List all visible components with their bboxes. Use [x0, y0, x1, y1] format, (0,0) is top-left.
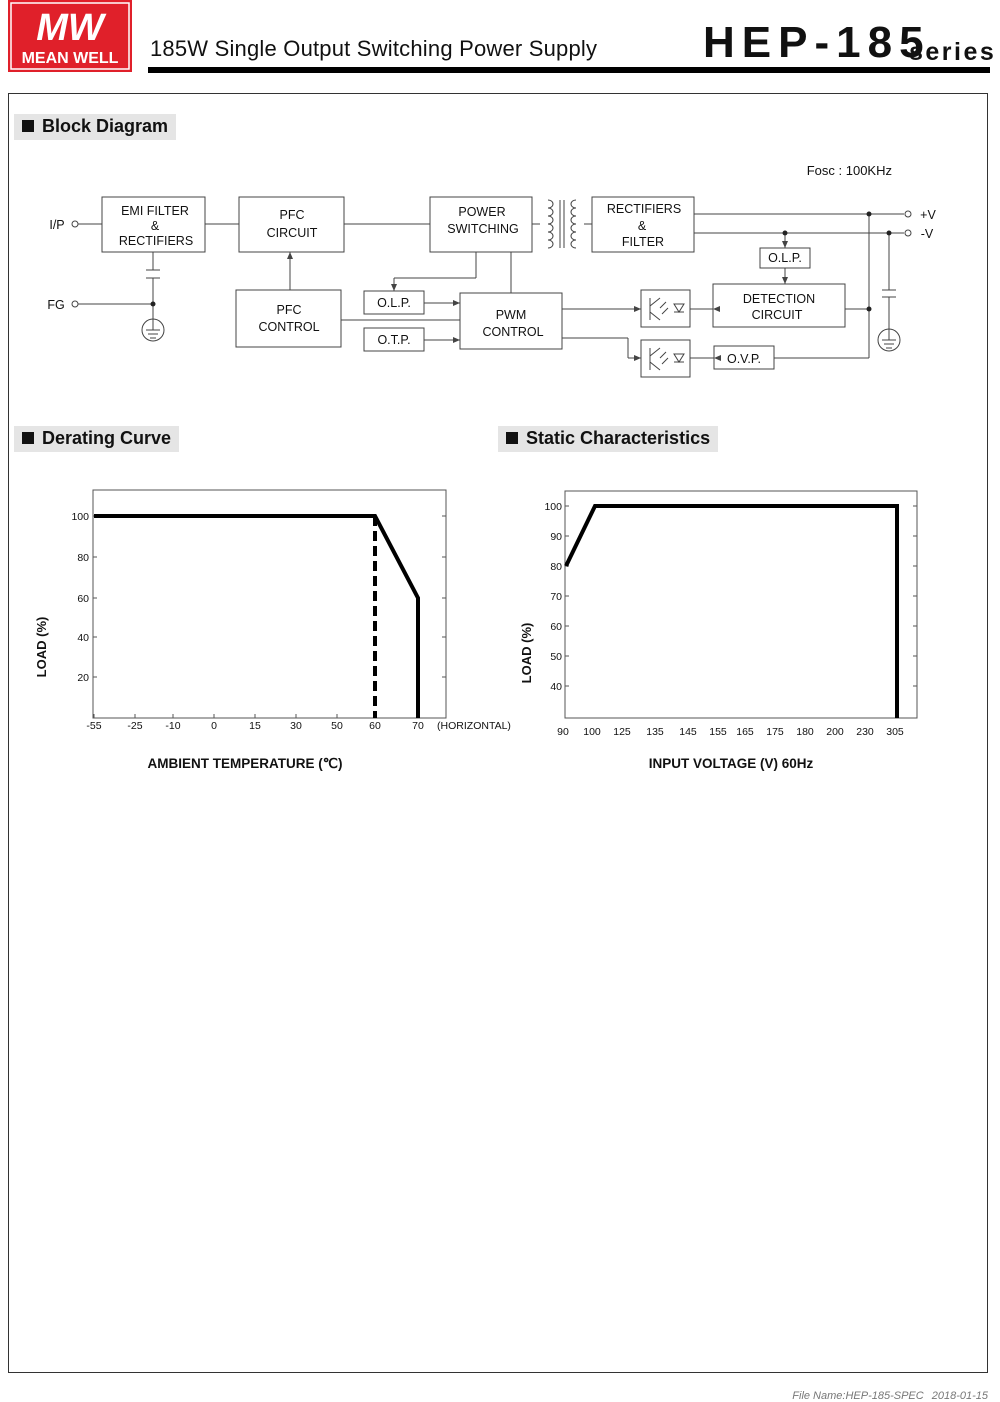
- bullet-square-icon: [506, 432, 518, 444]
- static-x-tick-label: 135: [646, 726, 664, 738]
- logo-mark: MW: [36, 7, 104, 49]
- derating-curve-line: [94, 516, 418, 718]
- static-y-tick-label: 80: [550, 561, 562, 573]
- static-x-tick-label: 180: [796, 726, 814, 738]
- detection-label-2: CIRCUIT: [751, 308, 803, 322]
- ovp-label: O.V.P.: [726, 352, 762, 366]
- derating-x-tick-label: 70: [412, 720, 424, 732]
- static-y-axis-label: LOAD (%): [519, 622, 534, 684]
- static-y-tick-label: 60: [550, 621, 562, 633]
- derating-heading: [14, 426, 179, 452]
- block-diagram-heading: [14, 114, 176, 140]
- derating-y-tick-label: 40: [77, 632, 89, 644]
- static-curve-line: [566, 506, 897, 718]
- minus-v-terminal-icon: [905, 230, 911, 236]
- footer-file-name: File Name:HEP-185-SPEC: [792, 1390, 924, 1402]
- derating-x-tick-label: 30: [290, 720, 302, 732]
- derating-y-tick-label: 100: [71, 511, 89, 523]
- emi-label-2: &: [150, 219, 160, 233]
- pfc-circuit-label-2: CIRCUIT: [266, 226, 318, 240]
- derating-x-suffix: (HORIZONTAL): [437, 720, 511, 732]
- derating-y-tick-label: 60: [77, 593, 89, 605]
- power-switching-label-2: SWITCHING: [447, 222, 519, 236]
- static-x-tick-label: 100: [583, 726, 601, 738]
- footer: [792, 1390, 988, 1402]
- header-rule: [148, 67, 990, 73]
- pwm-label-2: CONTROL: [482, 325, 544, 339]
- derating-x-tick-label: 15: [249, 720, 261, 732]
- derating-x-tick-label: 0: [211, 720, 217, 732]
- rectifiers-label-1: RECTIFIERS: [606, 202, 682, 216]
- block-diagram: [0, 150, 1000, 390]
- mean-well-logo: [8, 0, 132, 72]
- pfc-control-box: [236, 290, 341, 347]
- photocoupler-2-box: [641, 340, 690, 377]
- static-x-tick-label: 200: [826, 726, 844, 738]
- derating-x-tick-label: 50: [331, 720, 343, 732]
- block-diagram-title: Block Diagram: [42, 116, 169, 136]
- derating-y-axis-label: LOAD (%): [34, 616, 49, 678]
- static-y-tick-label: 40: [550, 681, 562, 693]
- static-y-tick-label: 100: [544, 501, 562, 513]
- derating-curve-chart: [0, 480, 520, 790]
- photocoupler-1-box: [641, 290, 690, 327]
- emi-label-3: RECTIFIERS: [118, 234, 194, 248]
- otp-label: O.T.P.: [377, 333, 411, 347]
- plus-v-terminal-icon: [905, 211, 911, 217]
- pfc-circuit-label-1: PFC: [279, 208, 305, 222]
- document-subtitle: 185W Single Output Switching Power Supply: [150, 36, 598, 61]
- footer-date: 2018-01-15: [931, 1390, 988, 1402]
- derating-y-tick-label: 80: [77, 552, 89, 564]
- static-x-tick-label: 90: [557, 726, 569, 738]
- static-x-tick-label: 125: [613, 726, 631, 738]
- fosc-label: Fosc : 100KHz: [806, 163, 892, 178]
- static-x-tick-label: 165: [736, 726, 754, 738]
- derating-x-axis-label: AMBIENT TEMPERATURE (℃): [147, 756, 343, 771]
- ip-terminal-icon: [72, 221, 78, 227]
- fg-label: FG: [47, 298, 65, 312]
- bullet-square-icon: [22, 432, 34, 444]
- derating-x-tick-label: -25: [127, 720, 143, 732]
- static-y-tick-label: 90: [550, 531, 562, 543]
- bullet-square-icon: [22, 120, 34, 132]
- static-x-axis-label: INPUT VOLTAGE (V) 60Hz: [648, 756, 814, 771]
- derating-x-tick-label: 60: [369, 720, 381, 732]
- plus-v-label: +V: [920, 208, 936, 222]
- logo-wordmark: MEAN WELL: [21, 50, 119, 67]
- fg-terminal-icon: [72, 301, 78, 307]
- detection-label-1: DETECTION: [742, 292, 816, 306]
- photocoupler-icon: [650, 348, 684, 370]
- pfc-control-label-2: CONTROL: [258, 320, 320, 334]
- power-switching-label-1: POWER: [458, 205, 506, 219]
- rectifiers-label-2: &: [637, 219, 647, 233]
- static-heading: [498, 426, 718, 452]
- static-y-tick-label: 70: [550, 591, 562, 603]
- minus-v-label: -V: [920, 227, 934, 241]
- static-x-tick-label: 155: [709, 726, 727, 738]
- static-plot-area: [565, 491, 917, 718]
- olp-output-label: O.L.P.: [768, 251, 802, 265]
- pfc-control-label-1: PFC: [276, 303, 302, 317]
- pfc-circuit-box: [239, 197, 344, 252]
- series-label: series: [909, 38, 997, 66]
- derating-x-tick-label: -55: [86, 720, 102, 732]
- ip-label: I/P: [49, 218, 65, 232]
- derating-title: Derating Curve: [42, 428, 172, 448]
- static-x-tick-label: 175: [766, 726, 784, 738]
- pwm-label-1: PWM: [495, 308, 527, 322]
- static-x-tick-label: 230: [856, 726, 874, 738]
- static-title: Static Characteristics: [526, 428, 711, 448]
- olp-label: O.L.P.: [377, 296, 411, 310]
- photocoupler-icon: [650, 298, 684, 320]
- static-characteristics-chart: [500, 480, 960, 790]
- transformer-secondary-icon: [571, 200, 576, 248]
- static-y-tick-label: 50: [550, 651, 562, 663]
- derating-y-tick-label: 20: [77, 672, 89, 684]
- model-number: HEP-185: [703, 18, 931, 67]
- static-x-tick-label: 145: [679, 726, 697, 738]
- rectifiers-label-3: FILTER: [621, 235, 665, 249]
- derating-x-tick-label: -10: [165, 720, 181, 732]
- static-x-tick-label: 305: [886, 726, 904, 738]
- emi-label-1: EMI FILTER: [121, 204, 189, 218]
- derating-plot-area: [93, 490, 446, 718]
- transformer-primary-icon: [548, 200, 553, 248]
